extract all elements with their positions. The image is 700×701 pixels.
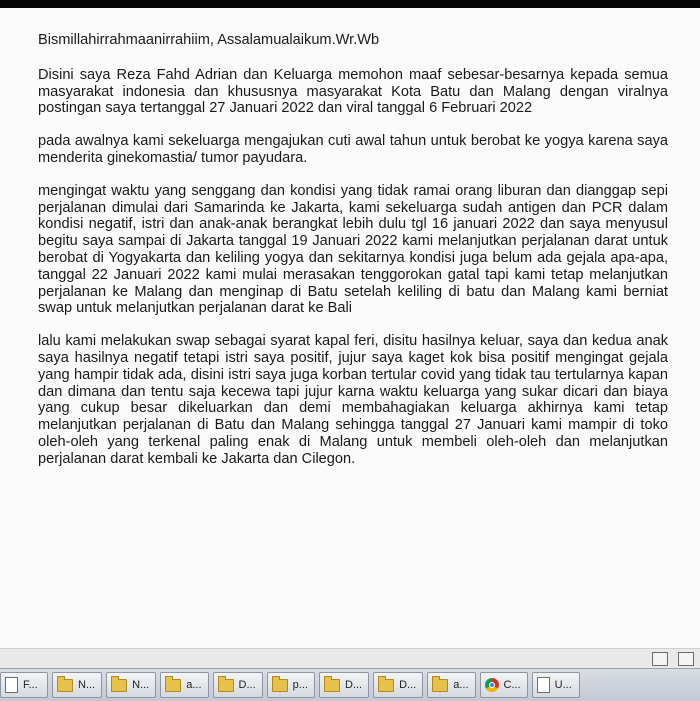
chrome-icon [485, 678, 499, 692]
taskbar-item[interactable]: D... [319, 672, 369, 698]
taskbar-item[interactable]: a... [427, 672, 475, 698]
taskbar-item[interactable]: D... [213, 672, 263, 698]
taskbar-item[interactable]: a... [160, 672, 208, 698]
print-layout-icon[interactable] [652, 652, 668, 666]
folder-icon [378, 679, 394, 692]
document-text[interactable] [38, 32, 668, 484]
folder-icon [324, 679, 340, 692]
document-page[interactable] [0, 8, 700, 648]
folder-icon [57, 679, 73, 692]
taskbar-item[interactable]: C... [480, 672, 528, 698]
taskbar-item[interactable]: F... [0, 672, 48, 698]
paragraph-3: mengingat waktu yang senggang dan kondisi yang tidak ramai orang liburan dan dianggap sepi perjalanan dimulai dari Samarinda ke Jakarta, kami sekeluarga sudah antigen dan PCR dalam kondisi negatif, istri dan anak-anak berangkat lebih dulu tgl 16 januari 2022 dan saya menyusul begitu saya sampai di Jakarta tanggal 19 Januari 2022 kami melanjutkan perjalanan darat untuk berobat di Yogyakarta dan keliling yogya dan sekitarnya kondisi juga belum ada gejala apa-apa, tanggal 22 Januari 2022 kami mulai merasakan tenggorokan gatal tapi kami tetap melanjutkan perjalanan ke Malang dan menginap di Batu setelah keliling di batu dan Malang kami berniat swap untuk melanjutkan perjalanan darat ke Bali [38, 182, 668, 317]
top-border [0, 0, 700, 8]
status-bar [0, 648, 700, 669]
folder-icon [111, 679, 127, 692]
reading-layout-icon[interactable] [678, 652, 694, 666]
paragraph-1: Disini saya Reza Fahd Adrian dan Keluarga memohon maaf sebesar-besarnya kepada semua masyarakat indonesia dan khususnya masyarakat Kota Batu dan Malang dengan viralnya postingan saya tertanggal 27 Januari 2022 dan viral tanggal 6 Februari 2022 [38, 66, 668, 117]
taskbar-item[interactable]: N... [52, 672, 102, 698]
document-icon [5, 677, 18, 693]
taskbar [0, 668, 700, 701]
taskbar-item[interactable]: D... [373, 672, 423, 698]
paragraph-4: lalu kami melakukan swap sebagai syarat kapal feri, disitu hasilnya keluar, saya dan kedua anak saya hasilnya negatif tetapi istri saya positif, jujur saya kaget kok bisa positif mengingat gejala yang hampir tidak ada, disini istri saya juga korban tertular covid yang tidak tau tertularnya kapan dan dimana dan tentu saja kecewa tapi jujur karna waktu keluarga yang sukar dicari dan biaya yang cukup besar dikeluarkan dan demi membahagiakan keluarga akhirnya kami tetap melanjutkan perjalanan di Batu dan Malang sehingga tanggal 27 Januari kami mampir di toko oleh-oleh yang terkenal paling enak di Malang untuk membeli oleh-oleh dan melanjutkan perjalanan darat kembali ke Jakarta dan Cilegon. [38, 333, 668, 467]
taskbar-item[interactable]: p... [267, 672, 315, 698]
greeting-line: Bismillahirrahmaanirrahiim, Assalamualaikum.Wr.Wb [38, 32, 380, 48]
taskbar-item[interactable]: N... [106, 672, 156, 698]
folder-icon [432, 679, 448, 692]
document-icon [537, 677, 550, 693]
paragraph-2: pada awalnya kami sekeluarga mengajukan cuti awal tahun untuk berobat ke yogya karena saya menderita ginekomastia/ tumor payudara. [38, 133, 668, 166]
folder-icon [218, 679, 234, 692]
folder-icon [272, 679, 288, 692]
taskbar-item[interactable]: U... [532, 672, 580, 698]
folder-icon [165, 679, 181, 692]
